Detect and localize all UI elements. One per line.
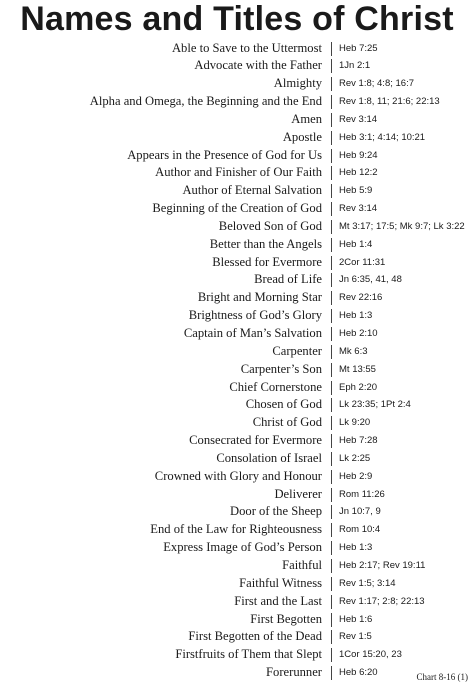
- title-name: Bright and Morning Star: [197, 290, 322, 305]
- column-divider: [331, 42, 332, 56]
- list-item: [0, 254, 474, 272]
- scripture-reference: Heb 3:1; 4:14; 10:21: [339, 131, 426, 143]
- list-item: [0, 575, 474, 593]
- scripture-reference: Heb 9:24: [339, 149, 378, 161]
- scripture-reference: Heb 2:9: [339, 470, 373, 482]
- column-divider: [331, 381, 332, 395]
- title-name: End of the Law for Righteousness: [150, 522, 322, 537]
- column-divider: [331, 416, 332, 430]
- column-divider: [331, 470, 332, 484]
- title-name: Alpha and Omega, the Beginning and the End: [89, 94, 322, 109]
- column-divider: [331, 113, 332, 127]
- title-name: Firstfruits of Them that Slept: [175, 647, 322, 662]
- column-divider: [331, 488, 332, 502]
- title-name: Crowned with Glory and Honour: [154, 468, 322, 483]
- column-divider: [331, 291, 332, 305]
- column-divider: [331, 523, 332, 537]
- column-divider: [331, 273, 332, 287]
- scripture-reference: Lk 9:20: [339, 417, 371, 429]
- title-name: Deliverer: [274, 486, 322, 501]
- column-divider: [331, 613, 332, 627]
- title-name: Author of Eternal Salvation: [182, 183, 322, 198]
- scripture-reference: Lk 2:25: [339, 452, 371, 464]
- list-item: [0, 361, 474, 379]
- list-item: [0, 325, 474, 343]
- title-name: Consecrated for Evermore: [189, 433, 322, 448]
- column-divider: [331, 202, 332, 216]
- column-divider: [331, 559, 332, 573]
- title-name: Advocate with the Father: [194, 58, 322, 73]
- column-divider: [331, 166, 332, 180]
- column-divider: [331, 149, 332, 163]
- title-name: Author and Finisher of Our Faith: [155, 165, 322, 180]
- title-name: Beloved Son of God: [218, 218, 322, 233]
- scripture-reference: Rev 1:8, 11; 21:6; 22:13: [339, 96, 440, 108]
- scripture-reference: Rev 22:16: [339, 292, 383, 304]
- scripture-reference: Jn 10:7, 9: [339, 506, 381, 518]
- scripture-reference: Heb 1:4: [339, 238, 373, 250]
- scripture-reference: 1Cor 15:20, 23: [339, 649, 402, 661]
- title-name: Christ of God: [252, 415, 322, 430]
- column-divider: [331, 630, 332, 644]
- title-name: Consolation of Israel: [216, 450, 322, 465]
- names-list: [0, 40, 474, 682]
- title-name: First and the Last: [234, 593, 322, 608]
- title-name: Amen: [291, 111, 322, 126]
- title-name: Apostle: [282, 129, 322, 144]
- title-name: Captain of Man’s Salvation: [183, 326, 322, 340]
- list-item: [0, 450, 474, 468]
- scripture-reference: Rom 11:26: [339, 488, 385, 500]
- column-divider: [331, 577, 332, 591]
- list-item: [0, 486, 474, 504]
- title-name: First Begotten: [250, 611, 322, 626]
- scripture-reference: Rev 3:14: [339, 203, 378, 215]
- scripture-reference: Heb 5:9: [339, 185, 373, 197]
- column-divider: [331, 309, 332, 323]
- list-item: [0, 468, 474, 486]
- list-item: [0, 93, 474, 111]
- title-name: Faithful: [282, 557, 322, 572]
- scripture-reference: Rom 10:4: [339, 524, 381, 536]
- column-divider: [331, 398, 332, 412]
- title-name: Able to Save to the Uttermost: [171, 40, 322, 55]
- scripture-reference: 1Jn 2:1: [339, 60, 371, 72]
- list-item: [0, 557, 474, 575]
- title-name: Brightness of God’s Glory: [188, 308, 322, 323]
- column-divider: [331, 59, 332, 73]
- title-name: Express Image of God’s Person: [163, 540, 322, 555]
- list-item: [0, 539, 474, 557]
- scripture-reference: Heb 12:2: [339, 167, 378, 179]
- list-item: [0, 147, 474, 165]
- title-name: Blessed for Evermore: [212, 254, 322, 269]
- scripture-reference: Heb 1:6: [339, 613, 373, 625]
- column-divider: [331, 95, 332, 109]
- title-name: First Begotten of the Dead: [188, 629, 322, 644]
- list-item: [0, 111, 474, 129]
- scripture-reference: Mt 3:17; 17:5; Mk 9:7; Lk 3:22: [339, 220, 465, 232]
- column-divider: [331, 345, 332, 359]
- scripture-reference: Heb 7:25: [339, 42, 378, 54]
- column-divider: [331, 541, 332, 555]
- title-name: Appears in the Presence of God for Us: [127, 147, 322, 162]
- title-name: Almighty: [273, 76, 322, 91]
- column-divider: [331, 648, 332, 662]
- title-name: Better than the Angels: [209, 236, 322, 251]
- column-divider: [331, 363, 332, 377]
- scripture-reference: Heb 2:10: [339, 328, 378, 339]
- list-item: [0, 182, 474, 200]
- list-item: [0, 611, 474, 629]
- scripture-reference: Eph 2:20: [339, 381, 378, 393]
- title-name: Carpenter: [272, 343, 322, 358]
- column-divider: [331, 666, 332, 680]
- list-item: [0, 379, 474, 397]
- scripture-reference: Rev 1:17; 2:8; 22:13: [339, 595, 425, 607]
- list-item: [0, 414, 474, 432]
- column-divider: [331, 131, 332, 145]
- list-item: [0, 396, 474, 414]
- column-divider: [331, 505, 332, 519]
- scripture-reference: Heb 1:3: [339, 310, 373, 322]
- list-item: [0, 343, 474, 361]
- list-item: [0, 218, 474, 236]
- scripture-reference: Rev 1:8; 4:8; 16:7: [339, 78, 414, 90]
- list-item: [0, 57, 474, 75]
- scripture-reference: Mk 6:3: [339, 345, 368, 357]
- column-divider: [331, 595, 332, 609]
- column-divider: [331, 452, 332, 466]
- column-divider: [331, 327, 332, 341]
- title-name: Chief Cornerstone: [229, 379, 322, 394]
- scripture-reference: Jn 6:35, 41, 48: [339, 274, 402, 286]
- scripture-reference: Heb 2:17; Rev 19:11: [339, 559, 426, 571]
- column-divider: [331, 184, 332, 198]
- list-item: [0, 129, 474, 147]
- scripture-reference: Lk 23:35; 1Pt 2:4: [339, 399, 411, 411]
- column-divider: [331, 256, 332, 270]
- scripture-reference: Rev 1:5; 3:14: [339, 577, 396, 589]
- scripture-reference: Rev 1:5: [339, 631, 372, 643]
- scripture-reference: Rev 3:14: [339, 113, 378, 125]
- column-divider: [331, 434, 332, 448]
- title-name: Faithful Witness: [239, 575, 322, 590]
- list-item: [0, 628, 474, 646]
- list-item: [0, 75, 474, 93]
- title-name: Chosen of God: [245, 397, 322, 412]
- scripture-reference: Mt 13:55: [339, 363, 376, 375]
- list-item: [0, 432, 474, 450]
- list-item: [0, 271, 474, 289]
- scripture-reference: Heb 1:3: [339, 542, 373, 554]
- title-name: Beginning of the Creation of God: [152, 201, 322, 216]
- page-title: Names and Titles of Christ: [20, 0, 454, 38]
- list-item: [0, 236, 474, 254]
- list-item: [0, 40, 474, 58]
- title-name: Bread of Life: [254, 272, 322, 287]
- list-item: [0, 307, 474, 325]
- list-item: [0, 289, 474, 307]
- list-item: [0, 521, 474, 539]
- list-item: [0, 503, 474, 521]
- list-item: [0, 593, 474, 611]
- scripture-reference: Heb 6:20: [339, 667, 378, 679]
- title-name: Forerunner: [266, 665, 322, 680]
- title-name: Carpenter’s Son: [240, 361, 322, 376]
- column-divider: [331, 77, 332, 91]
- title-name: Door of the Sheep: [230, 504, 322, 519]
- scripture-reference: Heb 7:28: [339, 435, 378, 447]
- list-item: [0, 664, 474, 682]
- scripture-reference: 2Cor 11:31: [339, 256, 386, 268]
- list-item: [0, 164, 474, 182]
- chart-number: Chart 8-16 (1): [416, 672, 468, 682]
- list-item: [0, 646, 474, 664]
- column-divider: [331, 220, 332, 234]
- column-divider: [331, 238, 332, 252]
- list-item: [0, 200, 474, 218]
